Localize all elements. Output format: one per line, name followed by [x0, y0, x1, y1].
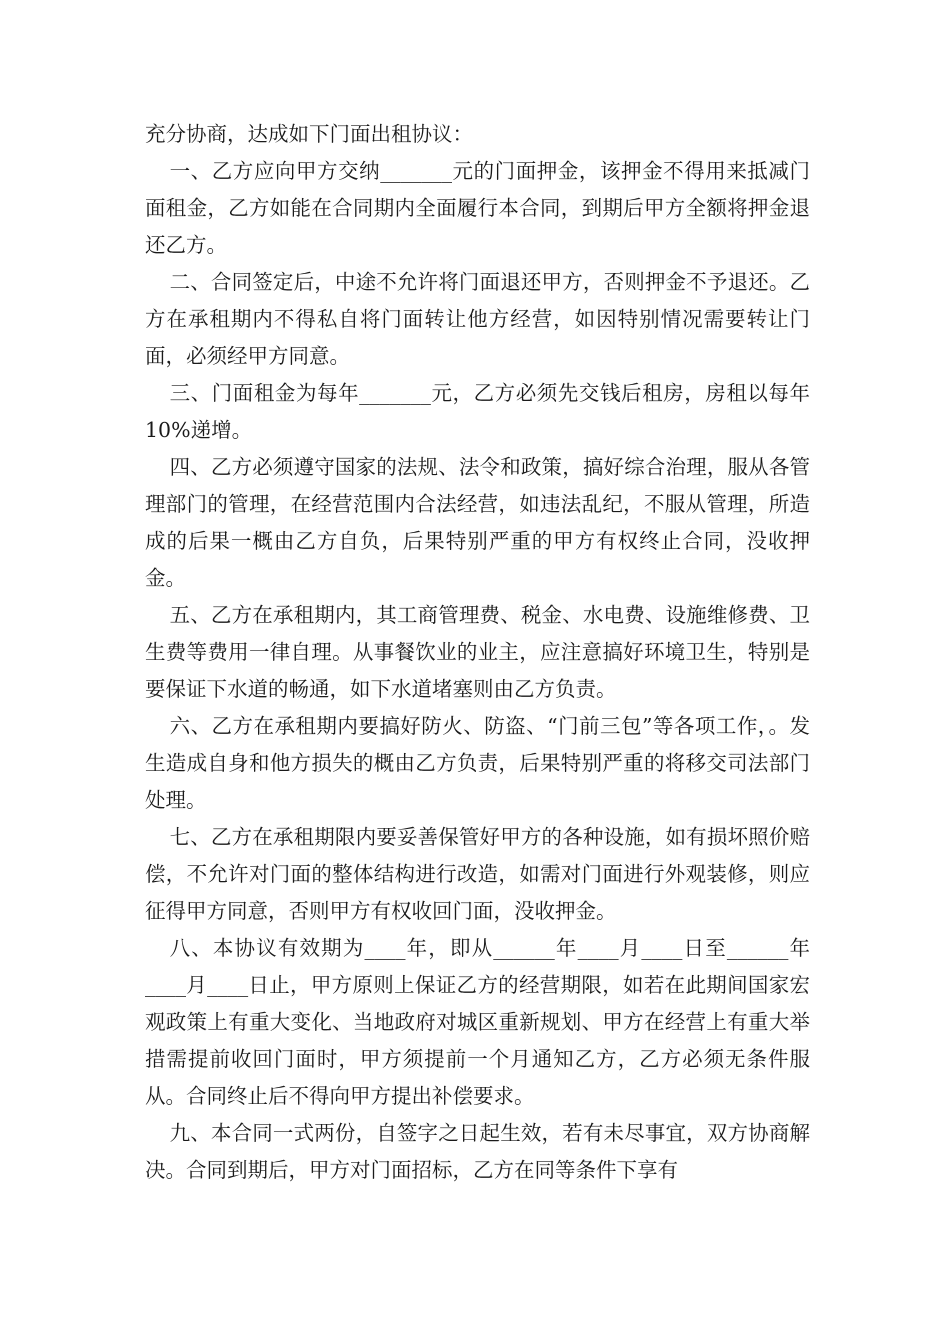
- intro-paragraph: 充分协商，达成如下门面出租协议：: [145, 122, 473, 146]
- clause-9-copies: 九、本合同一式两份，自签字之日起生效，若有未尽事宜，双方协商解决。合同到期后，甲方对门面招标，乙方在同等条件下享有: [145, 1121, 810, 1182]
- clause-5-fees: 五、乙方在承租期内，其工商管理费、税金、水电费、设施维修费、卫生费等费用一律自理。从事餐饮业的业主，应注意搞好环境卫生，特别是要保证下水道的畅通，如下水道堵塞则由乙方负责。: [145, 603, 810, 701]
- clause-4-compliance: 四、乙方必须遵守国家的法规、法令和政策，搞好综合治理，服从各管理部门的管理，在经营范围内合法经营，如违法乱纪，不服从管理，所造成的后果一概由乙方自负，后果特别严重的甲方有权终止合同，没收押金。: [145, 455, 810, 590]
- clause-2-no-return: 二、合同签定后，中途不允许将门面退还甲方，否则押金不予退还。乙方在承租期内不得私自将门面转让他方经营，如因特别情况需要转让门面，必须经甲方同意。: [145, 270, 810, 368]
- clause-8-term: 八、本协议有效期为____年，即从______年____月____日至______年____月____日止，甲方原则上保证乙方的经营期限，如若在此期间国家宏观政策上有重大变化、当地政府对城区重新规划、甲方在经营上有重大举措需提前收回门面时，甲方须提前一个月通知乙方，乙方必须无条件服从。合同终止后不得向甲方提出补偿要求。: [145, 936, 810, 1108]
- clause-7-facilities: 七、乙方在承租期限内要妥善保管好甲方的各种设施，如有损坏照价赔偿，不允许对门面的整体结构进行改造，如需对门面进行外观装修，则应征得甲方同意，否则甲方有权收回门面，没收押金。: [145, 825, 810, 923]
- clause-3-rent: 三、门面租金为每年_______元，乙方必须先交钱后租房，房租以每年 10%递增。: [145, 381, 810, 442]
- document-page: [145, 116, 810, 1189]
- clause-6-safety: 六、乙方在承租期内要搞好防火、防盗、“门前三包”等各项工作，。发生造成自身和他方损失的概由乙方负责，后果特别严重的将移交司法部门处理。: [145, 714, 810, 812]
- clause-1-deposit: 一、乙方应向甲方交纳_______元的门面押金，该押金不得用来抵减门面租金，乙方如能在合同期内全面履行本合同，到期后甲方全额将押金退还乙方。: [145, 159, 810, 257]
